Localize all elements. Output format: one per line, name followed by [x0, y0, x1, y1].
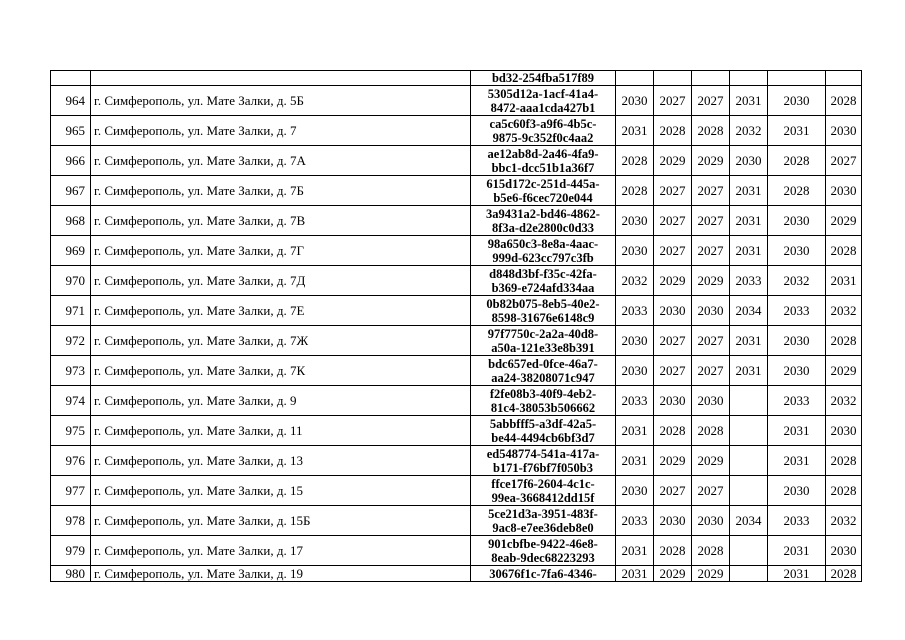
cell-year: 2028 [826, 446, 862, 476]
cell-address: г. Симферополь, ул. Мате Залки, д. 9 [91, 386, 471, 416]
cell-address: г. Симферополь, ул. Мате Залки, д. 5Б [91, 86, 471, 116]
cell-num: 964 [51, 86, 91, 116]
cell-year: 2030 [692, 386, 730, 416]
cell-year: 2031 [768, 416, 826, 446]
cell-num: 968 [51, 206, 91, 236]
guid-line-1: 5305d12a-1acf-41a4- [487, 86, 599, 101]
guid-line-1: f2fe08b3-40f9-4eb2- [489, 386, 597, 401]
table-row [51, 506, 862, 536]
cell-year: 2027 [654, 206, 692, 236]
cell-address: г. Симферополь, ул. Мате Залки, д. 11 [91, 416, 471, 446]
cell-guid [471, 386, 616, 416]
cell-guid [471, 296, 616, 326]
cell-year: 2030 [730, 146, 768, 176]
cell-year: 2029 [654, 566, 692, 582]
cell-year: 2032 [826, 506, 862, 536]
table-row-partial-bottom [51, 566, 862, 582]
cell-num: 970 [51, 266, 91, 296]
guid-line-2: aa24-38208071c947 [491, 370, 595, 385]
cell-year: 2033 [616, 296, 654, 326]
cell-year: 2028 [654, 116, 692, 146]
cell-year [730, 386, 768, 416]
cell-guid [471, 416, 616, 446]
cell-year: 2031 [616, 566, 654, 582]
cell-year [730, 416, 768, 446]
guid-line-2: 8598-31676e6148c9 [491, 310, 595, 325]
cell-num: 979 [51, 536, 91, 566]
cell-year: 2030 [616, 326, 654, 356]
cell-year: 2027 [654, 476, 692, 506]
cell-year: 2030 [768, 206, 826, 236]
cell-year: 2031 [730, 176, 768, 206]
cell-year: 2028 [826, 326, 862, 356]
guid-line-2: 8eab-9dec68223293 [491, 550, 595, 565]
cell-num: 974 [51, 386, 91, 416]
cell-year [826, 71, 862, 86]
cell-year: 2031 [730, 356, 768, 386]
cell-year: 2034 [730, 506, 768, 536]
cell-year: 2029 [692, 146, 730, 176]
cell-address: г. Симферополь, ул. Мате Залки, д. 7Е [91, 296, 471, 326]
guid-line-1: 5ce21d3a-3951-483f- [488, 506, 598, 521]
cell-address: г. Симферополь, ул. Мате Залки, д. 7В [91, 206, 471, 236]
guid-line-2: a50a-121e33e8b391 [491, 340, 595, 355]
guid-line-1: 3a9431a2-bd46-4862- [486, 206, 600, 221]
cell-year: 2033 [616, 506, 654, 536]
cell-year: 2030 [826, 416, 862, 446]
cell-year: 2027 [692, 206, 730, 236]
guid-line-1: 901cbfbe-9422-46e8- [488, 536, 598, 551]
table-row [51, 296, 862, 326]
cell-num: 967 [51, 176, 91, 206]
cell-num: 969 [51, 236, 91, 266]
cell-year: 2030 [768, 326, 826, 356]
cell-year: 2031 [616, 116, 654, 146]
table-row [51, 206, 862, 236]
cell-num: 978 [51, 506, 91, 536]
cell-address: г. Симферополь, ул. Мате Залки, д. 13 [91, 446, 471, 476]
cell-num: 972 [51, 326, 91, 356]
table-row [51, 266, 862, 296]
cell-year: 2028 [692, 416, 730, 446]
cell-year: 2030 [654, 506, 692, 536]
cell-address: г. Симферополь, ул. Мате Залки, д. 7К [91, 356, 471, 386]
guid-line-2: 8472-aaa1cda427b1 [490, 100, 596, 115]
cell-year [730, 476, 768, 506]
cell-address: г. Симферополь, ул. Мате Залки, д. 7Б [91, 176, 471, 206]
cell-year: 2029 [654, 266, 692, 296]
cell-year: 2028 [768, 146, 826, 176]
cell-year: 2033 [768, 386, 826, 416]
cell-num: 980 [51, 566, 91, 582]
cell-year: 2031 [730, 236, 768, 266]
cell-address: г. Симферополь, ул. Мате Залки, д. 7Ж [91, 326, 471, 356]
cell-year: 2030 [826, 116, 862, 146]
cell-year: 2027 [692, 356, 730, 386]
cell-address: г. Симферополь, ул. Мате Залки, д. 15 [91, 476, 471, 506]
cell-year: 2032 [730, 116, 768, 146]
cell-year: 2033 [616, 386, 654, 416]
cell-year: 2028 [826, 566, 862, 582]
cell-year: 2031 [616, 416, 654, 446]
table-row [51, 416, 862, 446]
table-row [51, 236, 862, 266]
guid-line-1: bdc657ed-0fce-46a7- [488, 356, 598, 371]
guid-line-1: ffce17f6-2604-4c1c- [491, 476, 595, 491]
cell-guid [471, 536, 616, 566]
cell-num: 965 [51, 116, 91, 146]
cell-year: 2028 [616, 176, 654, 206]
table-row [51, 116, 862, 146]
cell-year: 2030 [616, 206, 654, 236]
cell-year: 2031 [616, 446, 654, 476]
cell-year: 2029 [692, 266, 730, 296]
cell-year: 2029 [654, 146, 692, 176]
cell-guid [471, 326, 616, 356]
cell-year: 2032 [826, 386, 862, 416]
guid-line-2: 9ac8-e7ee36deb8e0 [492, 520, 594, 535]
cell-year: 2032 [768, 266, 826, 296]
cell-year: 2030 [826, 536, 862, 566]
cell-year [730, 446, 768, 476]
cell-year: 2030 [654, 386, 692, 416]
cell-year: 2031 [768, 116, 826, 146]
cell-year: 2030 [692, 296, 730, 326]
guid-line-2: 81c4-38053b506662 [490, 400, 596, 415]
cell-year: 2028 [768, 176, 826, 206]
cell-year [768, 71, 826, 86]
cell-guid [471, 86, 616, 116]
cell-num: 971 [51, 296, 91, 326]
cell-guid: bd32-254fba517f89 [471, 71, 616, 86]
cell-address: г. Симферополь, ул. Мате Залки, д. 7Д [91, 266, 471, 296]
guid-line-1: 97f7750c-2a2a-40d8- [487, 326, 599, 341]
cell-year: 2033 [730, 266, 768, 296]
cell-address: г. Симферополь, ул. Мате Залки, д. 15Б [91, 506, 471, 536]
guid-line-1: ca5c60f3-a9f6-4b5c- [489, 116, 597, 131]
cell-num: 973 [51, 356, 91, 386]
cell-year: 2027 [692, 86, 730, 116]
cell-year: 2028 [654, 416, 692, 446]
cell-year: 2027 [826, 146, 862, 176]
cell-year: 2033 [768, 506, 826, 536]
cell-year: 2030 [768, 476, 826, 506]
table-row [51, 326, 862, 356]
cell-guid [471, 446, 616, 476]
cell-num: 977 [51, 476, 91, 506]
cell-year: 2029 [654, 446, 692, 476]
cell-guid [471, 476, 616, 506]
cell-year: 2027 [692, 476, 730, 506]
cell-year: 2030 [616, 356, 654, 386]
cell-num: 975 [51, 416, 91, 446]
cell-year: 2029 [826, 206, 862, 236]
table-row-partial-top [51, 71, 862, 86]
cell-year: 2031 [616, 536, 654, 566]
guid-line-1: 5abbfff5-a3df-42a5- [489, 416, 597, 431]
guid-line-2: b171-f76bf7f050b3 [492, 460, 593, 475]
cell-address: г. Симферополь, ул. Мате Залки, д. 7Г [91, 236, 471, 266]
cell-year: 2030 [768, 356, 826, 386]
cell-year: 2028 [654, 536, 692, 566]
cell-guid [471, 356, 616, 386]
table-row [51, 536, 862, 566]
table-row [51, 176, 862, 206]
cell-year [654, 71, 692, 86]
cell-year: 2029 [692, 566, 730, 582]
cell-num [51, 71, 91, 86]
guid-line-1: 98a650c3-8e8a-4aac- [487, 236, 599, 251]
cell-year: 2032 [616, 266, 654, 296]
cell-year: 2027 [692, 236, 730, 266]
table-row [51, 476, 862, 506]
cell-guid [471, 506, 616, 536]
guid-line-2: 99ea-3668412dd15f [491, 490, 595, 505]
cell-year: 2031 [768, 566, 826, 582]
cell-num: 976 [51, 446, 91, 476]
cell-year: 2030 [768, 86, 826, 116]
cell-year: 2033 [768, 296, 826, 326]
cell-year: 2027 [654, 86, 692, 116]
cell-year: 2027 [654, 176, 692, 206]
cell-year: 2027 [654, 236, 692, 266]
cell-year: 2031 [826, 266, 862, 296]
cell-year: 2030 [616, 236, 654, 266]
cell-address [91, 71, 471, 86]
table-row [51, 446, 862, 476]
guid-line-2: bbc1-dcc51b1a36f7 [491, 160, 595, 175]
cell-year: 2030 [616, 476, 654, 506]
cell-year: 2031 [768, 536, 826, 566]
cell-address: г. Симферополь, ул. Мате Залки, д. 7 [91, 116, 471, 146]
cell-year: 2030 [768, 236, 826, 266]
guid-line-2: 8f3a-d2e2800c0d33 [491, 220, 595, 235]
guid-line-1: ed548774-541a-417a- [486, 446, 600, 461]
cell-year: 2027 [692, 176, 730, 206]
cell-year [730, 536, 768, 566]
table-row [51, 386, 862, 416]
cell-year: 2030 [826, 176, 862, 206]
cell-year: 2027 [654, 356, 692, 386]
guid-line-1: 0b82b075-8eb5-40e2- [486, 296, 600, 311]
guid-line-2: 999d-623cc797c3fb [492, 250, 594, 265]
guid-line-1: d848d3bf-f35c-42fa- [489, 266, 597, 281]
cell-year [616, 71, 654, 86]
cell-year: 2028 [826, 236, 862, 266]
cell-year: 2028 [616, 146, 654, 176]
cell-year: 2031 [730, 86, 768, 116]
cell-guid [471, 176, 616, 206]
cell-year: 2028 [826, 476, 862, 506]
guid-line-2: be44-4494cb6bf3d7 [491, 430, 595, 445]
guid-line-2: 9875-9c352f0c4aa2 [492, 130, 594, 145]
table-row [51, 146, 862, 176]
guid-line-1: 615d172c-251d-445a- [486, 176, 600, 191]
cell-address: г. Симферополь, ул. Мате Залки, д. 7А [91, 146, 471, 176]
cell-year [730, 71, 768, 86]
table-row [51, 356, 862, 386]
cell-guid [471, 116, 616, 146]
cell-year [730, 566, 768, 582]
cell-year: 2027 [654, 326, 692, 356]
table-row [51, 86, 862, 116]
cell-year: 2029 [692, 446, 730, 476]
cell-guid [471, 146, 616, 176]
cell-guid [471, 236, 616, 266]
guid-line-1: ae12ab8d-2a46-4fa9- [487, 146, 599, 161]
guid-line-2: b5e6-f6cec720e044 [493, 190, 593, 205]
guid-line-2: b369-e724afd334aa [491, 280, 595, 295]
cell-year: 2030 [616, 86, 654, 116]
cell-year: 2030 [692, 506, 730, 536]
cell-guid: 30676f1c-7fa6-4346- [471, 566, 616, 582]
cell-year: 2028 [826, 86, 862, 116]
cell-address: г. Симферополь, ул. Мате Залки, д. 17 [91, 536, 471, 566]
cell-year: 2030 [654, 296, 692, 326]
cell-year: 2031 [730, 326, 768, 356]
cell-year: 2028 [692, 536, 730, 566]
cell-address: г. Симферополь, ул. Мате Залки, д. 19 [91, 566, 471, 582]
cell-year [692, 71, 730, 86]
cell-year: 2029 [826, 356, 862, 386]
cell-num: 966 [51, 146, 91, 176]
cell-year: 2034 [730, 296, 768, 326]
cell-year: 2027 [692, 326, 730, 356]
cell-year: 2032 [826, 296, 862, 326]
cell-guid [471, 266, 616, 296]
cell-year: 2028 [692, 116, 730, 146]
address-table [50, 70, 862, 582]
cell-year: 2031 [730, 206, 768, 236]
cell-year: 2031 [768, 446, 826, 476]
cell-guid [471, 206, 616, 236]
